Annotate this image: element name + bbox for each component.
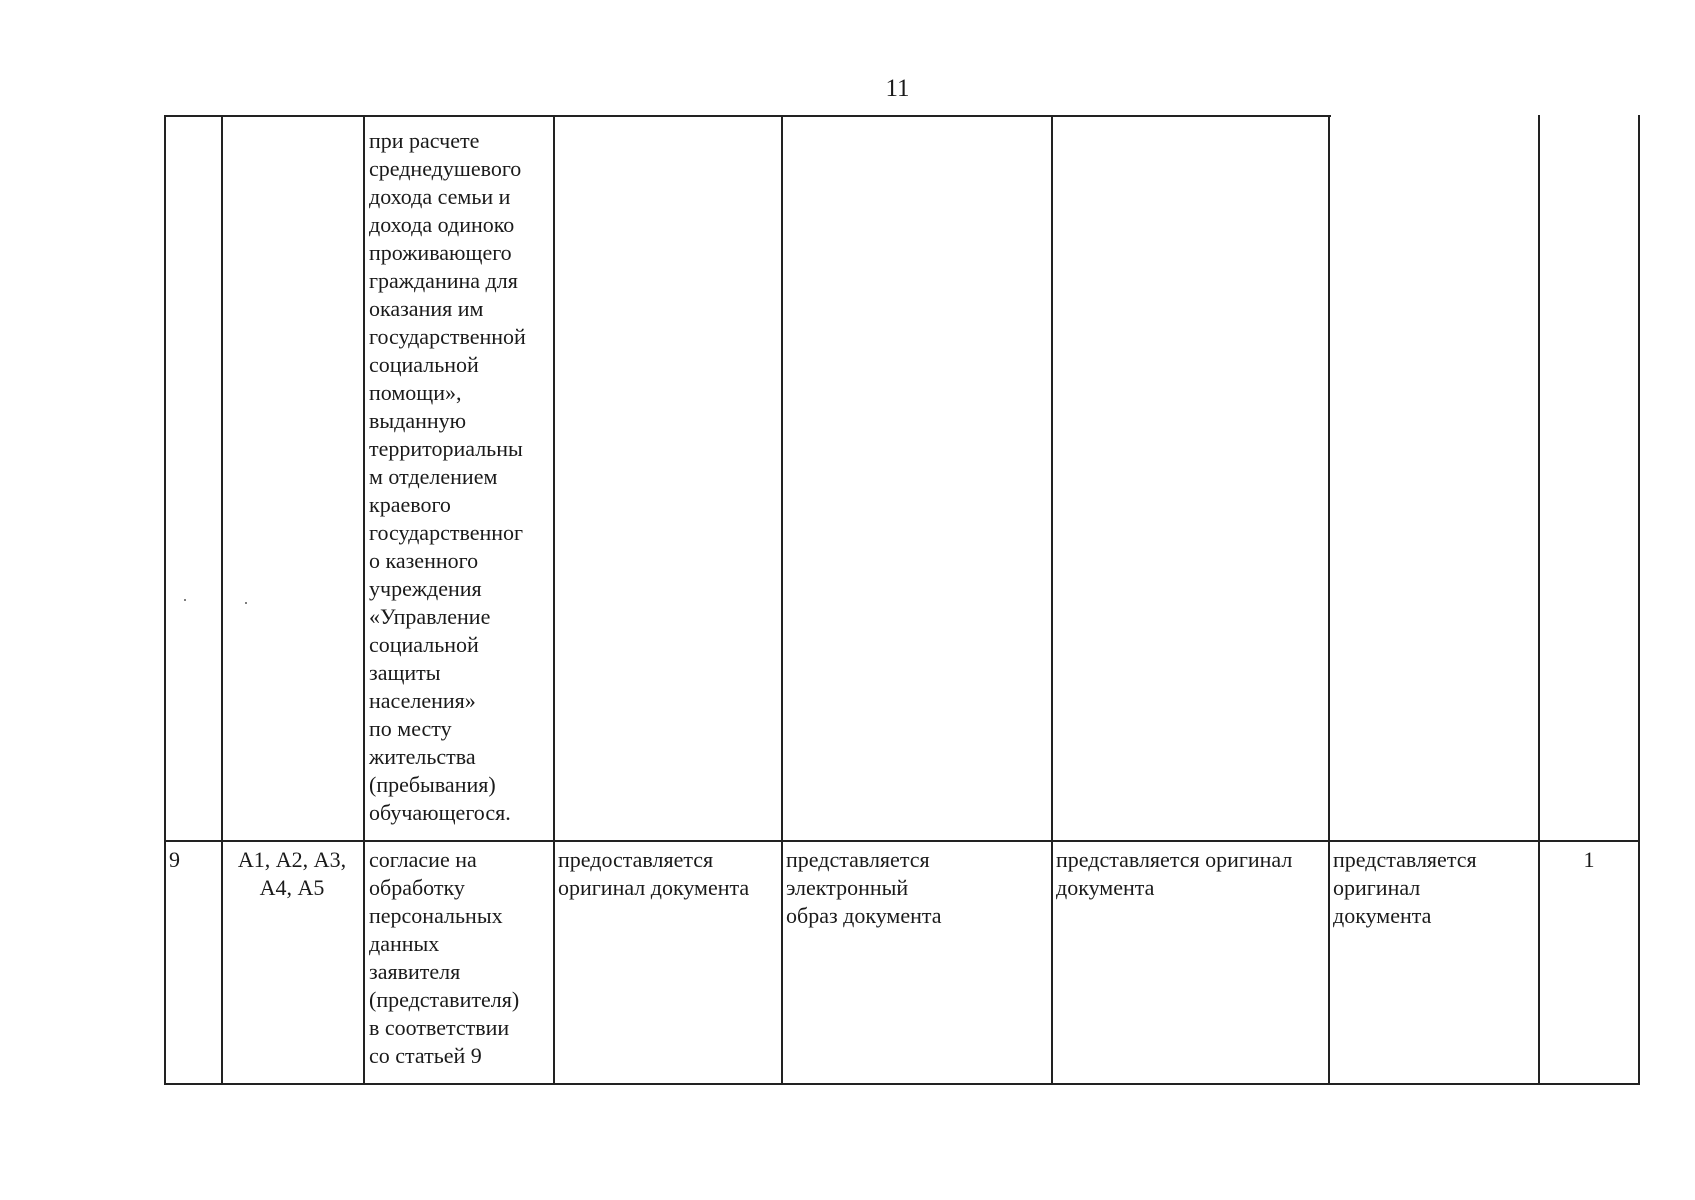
scan-speck	[184, 599, 186, 601]
document-table	[164, 115, 1640, 1084]
column-divider	[781, 115, 783, 1085]
document-name: согласие на обработку персональных данных заявителя (представителя) в соответствии со статьей 9	[369, 847, 520, 1068]
table-left-border	[164, 115, 166, 1085]
row-divider	[164, 840, 1640, 842]
submission-form-col7: представляется оригинал документа	[1333, 847, 1477, 928]
submission-form-col5: представляется электронный образ документа	[786, 847, 942, 928]
table-right-border	[1638, 115, 1640, 1085]
column-divider	[221, 115, 223, 1085]
column-divider	[1538, 115, 1540, 1085]
applicant-categories: А1, А2, А3, А4, А5	[237, 847, 347, 900]
page-number: 11	[885, 75, 910, 102]
column-divider	[1328, 115, 1330, 1085]
submission-form-col6: представляется оригинал документа	[1056, 847, 1293, 900]
copies-count: 1	[1583, 847, 1595, 872]
submission-form-col4: предоставляется оригинал документа	[558, 847, 750, 900]
row-number: 9	[169, 847, 180, 872]
column-divider	[1051, 115, 1053, 1085]
scan-speck	[245, 602, 247, 604]
table-top-border	[164, 115, 1331, 117]
table-bottom-border	[164, 1083, 1640, 1085]
column-divider	[363, 115, 365, 1085]
table-row-continuation-document: при расчете среднедушевого дохода семьи и дохода одиноко проживающего гражданина для оказания им государственной социальной помощи», выданную территориальны м отделением краевого государственног о казенного учреждения «Управление социальной защиты населения» по месту жительства (пребывания) обучающегося.	[369, 128, 526, 825]
